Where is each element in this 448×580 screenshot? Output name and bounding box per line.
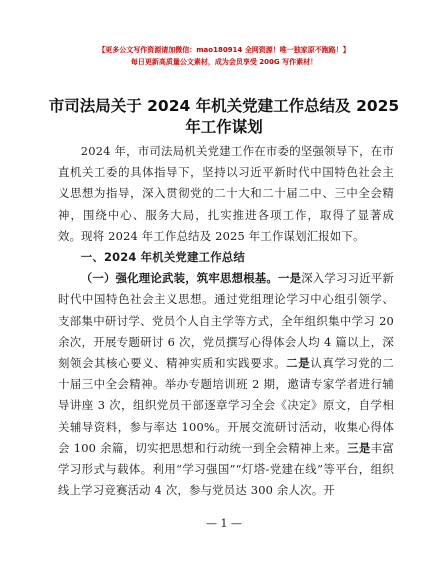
subsection-heading: （一）强化理论武装，筑牢思想根基。 [80,271,278,286]
point-lead-1: 一是 [278,271,302,286]
point-lead-2: 二是 [286,356,311,371]
body-paragraph [58,268,394,501]
section-heading: 一、2024 年机关党建工作总结 [80,250,245,265]
promo-banner [0,44,448,68]
intro-paragraph: 2024 年，市司法局机关党建工作在市委的坚强领导下，在市直机关工委的具体指导下，坚持以习近平新时代中国特色社会主义思想为指导，深入贯彻党的二十大和二十届二中、三中全会精神，围绕中心、服务大局，扎实推进各项工作，取得了显著成效。现将 2024 年工作总结及 2025 年工作谋划汇报如下。 [58,144,394,243]
document-title: 市司法局关于 2024 年机关党建工作总结及 2025 年工作谋划 [48,97,400,136]
point-lead-3: 三是 [347,440,371,455]
point-text-3: 丰富学习形式与载体。利用“学习强国”“灯塔-党建在线”等平台，组织线上学习竞赛活动 4 次，参与党员达 300 余人次。开 [58,440,394,498]
document-body [58,141,394,501]
page-number: — 1 — [206,517,242,530]
point-text-2: 认真学习党的二十届三中全会精神。举办专题培训班 2 期，邀请专家学者进行辅导讲座 3 次，组织党员干部逐章学习全会《决定》原文，自学相关辅导资料，参与率达 100%。开展交流研讨活动，收集心得体会 100 余篇，切实把思想和行动统一到全会精神上来。 [58,356,394,455]
point-text-1: 深入学习习近平新时代中国特色社会主义思想。通过党组理论学习中心组引领学、支部集中研讨学、党员个人自主学等方式，全年组织集中学习 20 余次，开展专题研讨 6 次，党员撰写心得体会人均 4 篇以上，深刻领会其核心要义、精神实质和实践要求。 [58,271,394,371]
promo-banner-line1: 【更多公文写作资源请加微信：mao180914 全网资源！唯一独家原不跑路！】 [98,46,350,54]
promo-banner-line2: 每日更新高质量公文素材，成为会员享受 200G 写作素材！ [130,58,318,66]
